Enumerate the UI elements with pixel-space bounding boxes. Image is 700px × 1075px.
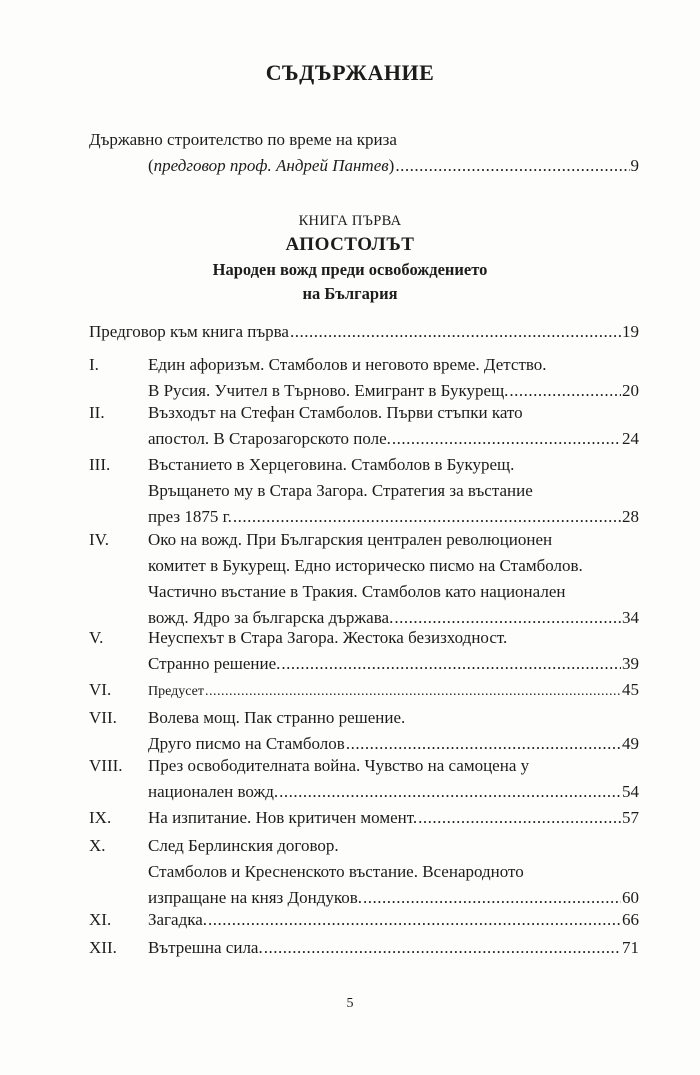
chapter-title-line: през 1875 г.	[148, 507, 232, 526]
chapter-title-line: Око на вожд. При Българския централен революционен	[148, 530, 553, 549]
chapter-number: III.	[89, 455, 111, 474]
leader-dots	[392, 426, 621, 452]
chapter-page: 57	[622, 808, 639, 827]
intro-entry	[89, 319, 639, 345]
preface-open-paren: (	[148, 156, 154, 175]
preface-close-paren: )	[388, 156, 395, 175]
intro-text: Предговор към книга първа	[89, 322, 289, 341]
chapter-title-line: На изпитание. Нов критичен момент.	[148, 808, 418, 827]
chapter-page: 39	[622, 654, 639, 673]
chapter-number: VI.	[89, 680, 112, 699]
chapter-title-line: Възходът на Стефан Стамболов. Първи стъпки като	[148, 403, 523, 422]
chapter-number: V.	[89, 628, 104, 647]
chapter-title-line: Друго писмо на Стамболов	[148, 734, 345, 753]
chapter-page: 34	[622, 608, 639, 627]
page-number: 5	[346, 996, 354, 1011]
chapter-title-line: вожд. Ядро за българска държава.	[148, 608, 394, 627]
chapter-page: 20	[622, 381, 639, 400]
leader-dots	[264, 935, 621, 961]
chapter-title-line: В Русия. Учител в Търново. Емигрант в Букурещ.	[148, 381, 509, 400]
book-title: АПОСТОЛЪТ	[285, 234, 415, 255]
leader-dots	[418, 805, 621, 831]
chapter-number: XII.	[89, 938, 117, 957]
chapter-title-line: Загадка.	[148, 910, 208, 929]
chapter-page: 28	[622, 507, 639, 526]
chapter-page: 54	[622, 782, 639, 801]
chapter-number: IV.	[89, 530, 109, 549]
chapter-number: I.	[89, 355, 99, 374]
chapter-title-line: национален вожд.	[148, 782, 279, 801]
preface-title: Държавно строителство по време на криза	[89, 130, 397, 149]
chapter-title-line: След Берлинския договор.	[148, 836, 339, 855]
preface-page: 9	[630, 156, 639, 175]
chapter-title-line: Стамболов и Кресненското въстание. Всенародното	[148, 862, 524, 881]
chapter-page: 66	[622, 910, 639, 929]
chapter-title-line: Въстанието в Херцеговина. Стамболов в Букурещ.	[148, 455, 515, 474]
chapter-title-line: Волева мощ. Пак странно решение.	[148, 708, 406, 727]
chapter-title-line: Вътрешна сила.	[148, 938, 263, 957]
book-label: КНИГА ПЪРВА	[298, 213, 402, 229]
chapter-title-line: Връщането му в Стара Загора. Стратегия за въстание	[148, 481, 533, 500]
chapter-number: IX.	[89, 808, 112, 827]
book-subtitle-line2: на България	[302, 284, 398, 303]
page-title: СЪДЪРЖАНИЕ	[265, 60, 435, 85]
leader-dots	[279, 779, 621, 805]
chapter-title-line: Неуспехът в Стара Загора. Жестока безизходност.	[148, 628, 508, 647]
chapter-title-line: Предусет	[148, 684, 204, 699]
chapter-number: X.	[89, 836, 106, 855]
chapter-page: 49	[622, 734, 639, 753]
chapter-title-line: изпращане на княз Дондуков.	[148, 888, 363, 907]
preface-author: предговор проф. Андрей Пантев	[153, 156, 389, 175]
chapter-title-line: Един афоризъм. Стамболов и неговото време. Детство.	[148, 355, 547, 374]
chapter-title-line: През освободителната война. Чувство на самоцена у	[148, 756, 530, 775]
chapter-page: 60	[622, 888, 639, 907]
intro-page: 19	[622, 322, 639, 341]
leader-dots	[205, 679, 621, 705]
chapter-title-line: апостол. В Старозагорското поле.	[148, 429, 391, 448]
leader-dots	[281, 651, 621, 677]
book-subtitle-line1: Народен вожд преди освобождението	[212, 260, 488, 279]
preface-entry	[148, 156, 639, 176]
chapter-page: 71	[622, 938, 639, 957]
leader-dots	[395, 156, 629, 176]
chapter-number: VII.	[89, 708, 117, 727]
chapter-page: 45	[622, 680, 639, 699]
chapter-number: VIII.	[89, 756, 123, 775]
chapter-page: 24	[622, 429, 639, 448]
leader-dots	[290, 319, 621, 345]
chapter-title-line: Странно решение.	[148, 654, 281, 673]
chapter-number: II.	[89, 403, 105, 422]
chapter-title-line: Частично въстание в Тракия. Стамболов като национален	[148, 582, 566, 601]
leader-dots	[208, 907, 621, 933]
chapter-number: XI.	[89, 910, 112, 929]
chapter-title-line: комитет в Букурещ. Едно историческо писмо на Стамболов.	[148, 556, 583, 575]
